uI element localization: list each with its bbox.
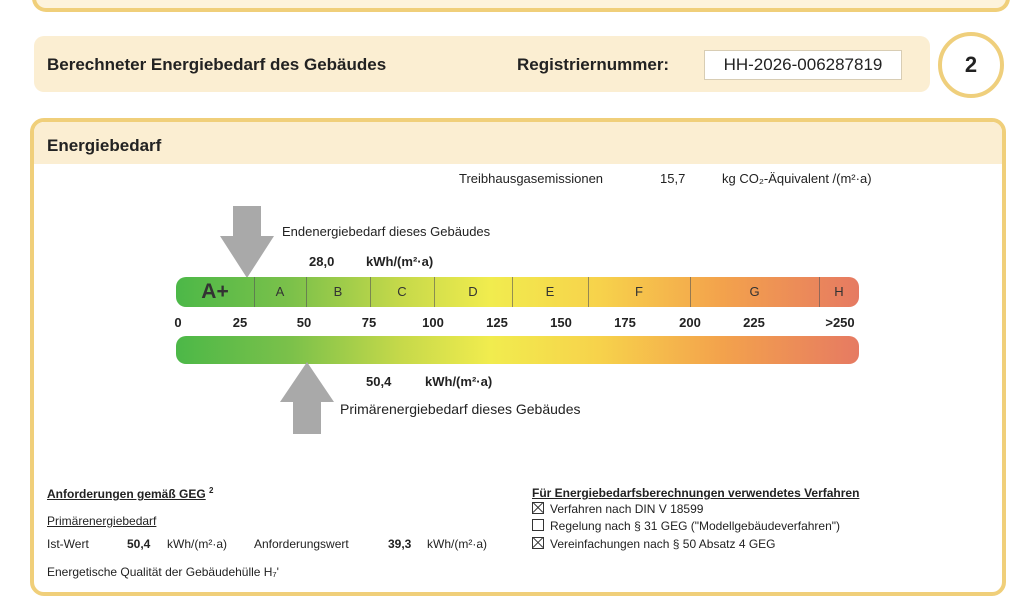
header-title: Berechneter Energiebedarf des Gebäudes: [47, 55, 387, 74]
primary-energy-arrow-icon: [280, 362, 334, 434]
class-label-d: D: [468, 284, 478, 299]
class-label-f: F: [635, 284, 643, 299]
method-option-label: Regelung nach § 31 GEG ("Modellgebäudeverfahren"): [550, 519, 841, 533]
scale-tick: 50: [296, 315, 312, 330]
requirements-footnote: 2: [209, 486, 214, 495]
page-number-badge: 2: [938, 32, 1004, 98]
scale-tick: 125: [486, 315, 508, 330]
ghg-label: Treibhausgasemissionen: [459, 171, 604, 186]
method-option-simplified[interactable]: [532, 537, 776, 551]
scale-tick: 200: [679, 315, 701, 330]
scale-tick: 225: [743, 315, 765, 330]
scale-tick: 150: [550, 315, 572, 330]
primary-energy-value: 50,4: [366, 374, 392, 389]
section-title: Energiebedarf: [47, 136, 162, 155]
requirements-title-text: Anforderungen gemäß GEG: [47, 487, 206, 501]
scale-tick: 100: [422, 315, 444, 330]
requirement-value-label: Anforderungswert: [254, 537, 349, 551]
gradient-bar: [176, 336, 859, 364]
scale-tick: 25: [232, 315, 248, 330]
envelope-quality-label: Energetische Qualität der Gebäudehülle H₇': [47, 565, 279, 579]
class-label-a: A: [275, 284, 285, 299]
ghg-value: 15,7: [660, 171, 686, 186]
checkbox-checked-icon[interactable]: [532, 537, 544, 549]
method-option-label: Vereinfachungen nach § 50 Absatz 4 GEG: [550, 537, 776, 551]
method-option-din[interactable]: [532, 502, 703, 516]
class-label-b: B: [333, 284, 343, 299]
method-option-model[interactable]: [532, 519, 840, 533]
class-label-g: G: [749, 284, 760, 299]
previous-section-frame: [32, 0, 1010, 12]
primary-demand-title: Primärenergiebedarf: [47, 514, 157, 528]
header-band: [34, 36, 930, 92]
end-energy-arrow-icon: [220, 206, 274, 278]
requirement-value: 39,3: [388, 537, 412, 551]
section-header: [34, 122, 1002, 164]
requirement-unit: kWh/(m²·a): [427, 537, 487, 551]
requirements-title: [47, 486, 213, 501]
method-option-label: Verfahren nach DIN V 18599: [550, 502, 704, 516]
method-title: Für Energiebedarfsberechnungen verwendetes Verfahren: [532, 486, 860, 500]
checkbox-unchecked-icon[interactable]: [532, 519, 544, 531]
scale-tick: >250: [825, 315, 855, 330]
end-energy-unit: kWh/(m²·a): [366, 254, 434, 269]
checkbox-checked-icon[interactable]: [532, 502, 544, 514]
ghg-unit: kg CO₂-Äquivalent /(m²·a): [722, 171, 872, 186]
actual-value-label: Ist-Wert: [47, 537, 89, 551]
registration-label: Registriernummer:: [517, 55, 670, 74]
class-label-h: H: [834, 284, 844, 299]
class-label-c: C: [397, 284, 407, 299]
scale-tick: 0: [174, 315, 182, 330]
end-energy-value: 28,0: [309, 254, 335, 269]
class-label-e: E: [545, 284, 555, 299]
registration-number-field: HH-2026-006287819: [704, 50, 902, 80]
primary-energy-label: Primärenergiebedarf dieses Gebäudes: [340, 401, 581, 417]
energy-class-bar: [176, 277, 859, 307]
scale-tick: 75: [361, 315, 377, 330]
scale-tick: 175: [614, 315, 636, 330]
class-label-aplus: A+: [201, 280, 229, 303]
end-energy-label: Endenergiebedarf dieses Gebäudes: [282, 224, 491, 239]
actual-unit: kWh/(m²·a): [167, 537, 227, 551]
actual-value: 50,4: [127, 537, 151, 551]
primary-energy-unit: kWh/(m²·a): [425, 374, 493, 389]
